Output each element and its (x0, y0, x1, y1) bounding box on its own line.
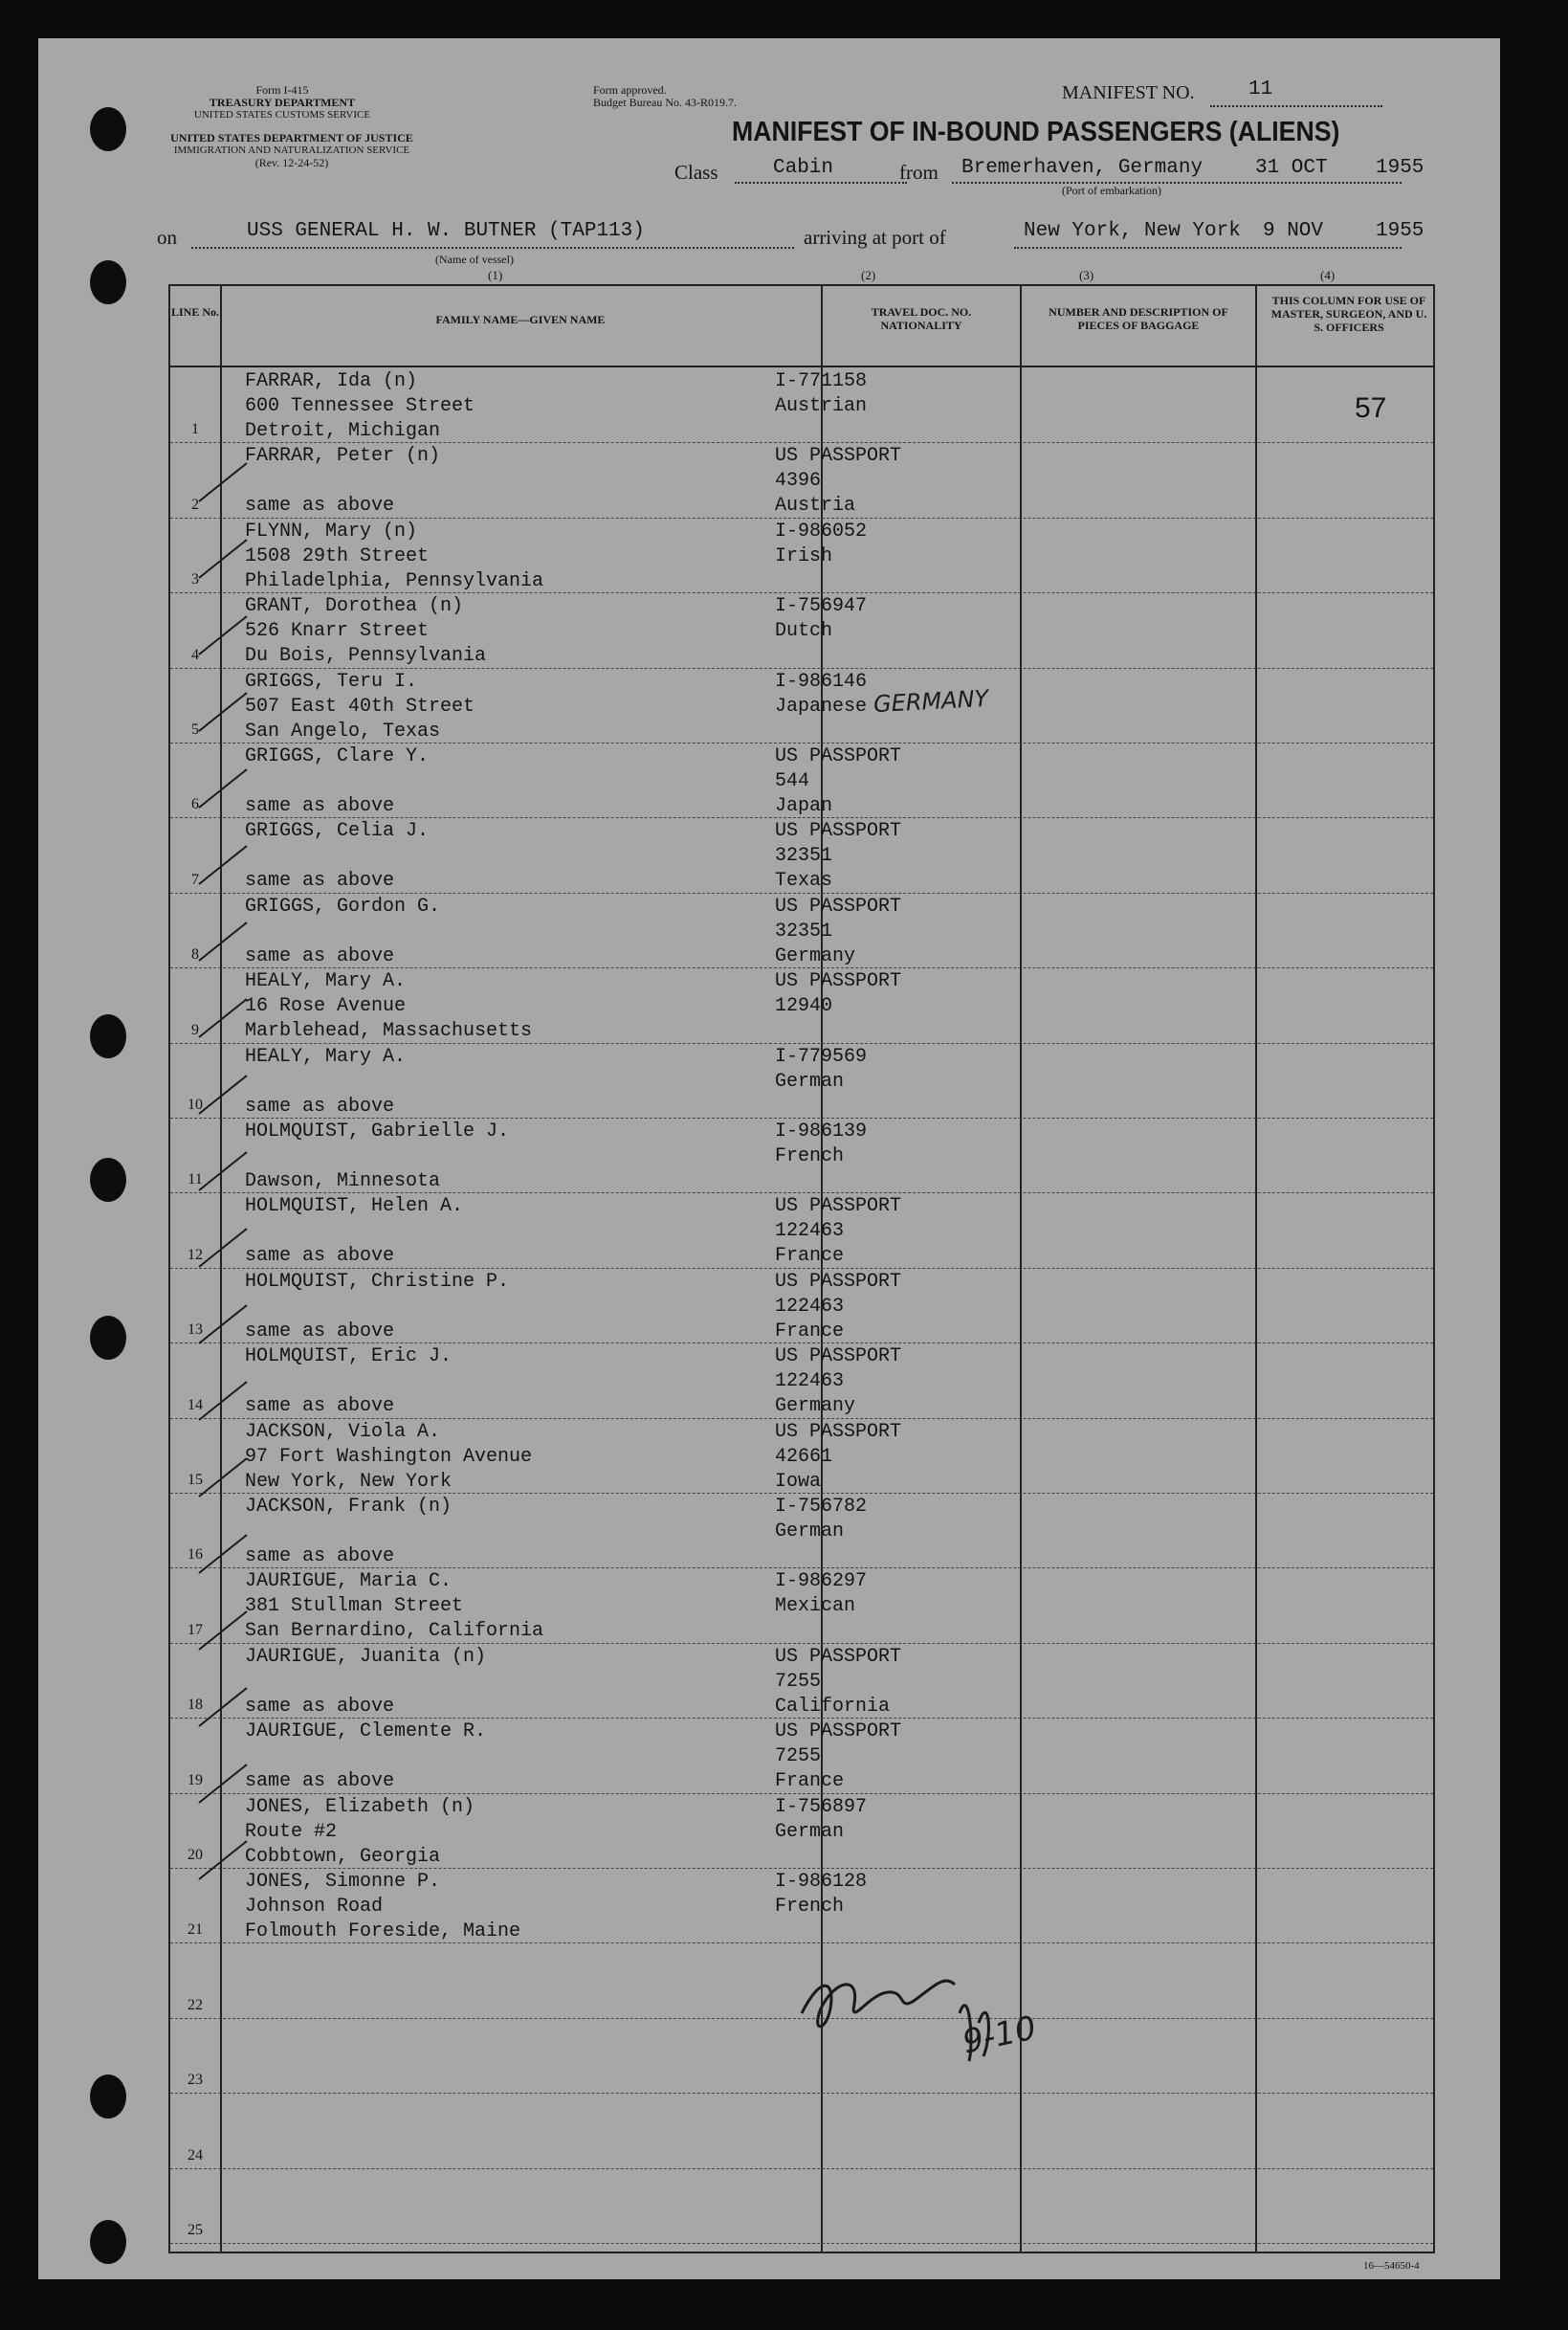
arrival-underline (1014, 247, 1402, 249)
manifest-sheet (38, 38, 1500, 2279)
travel-doc-number: I-986139 (775, 1121, 868, 1143)
passenger-name: JAURIGUE, Clemente R. (245, 1720, 487, 1743)
col-header-line: LINE No. (170, 305, 219, 319)
travel-doc-detail (775, 644, 867, 669)
passenger-name: JACKSON, Frank (n) (245, 1496, 453, 1518)
travel-doc-detail: German (775, 1520, 845, 1542)
passenger-address-line: same as above (245, 495, 395, 518)
customs-service: UNITED STATES CUSTOMS SERVICE (193, 109, 371, 121)
travel-doc-nationality (775, 1045, 867, 1120)
line-number: 24 (188, 2146, 203, 2164)
punch-hole (90, 2220, 126, 2264)
travel-doc-detail (775, 1919, 867, 1944)
travel-doc-number: US PASSPORT (775, 1195, 902, 1218)
checkmark-column (170, 377, 285, 2004)
travel-doc-number: US PASSPORT (775, 445, 902, 468)
approval-line: Form approved. (593, 83, 667, 97)
travel-doc-detail: Japan (775, 795, 833, 817)
vessel-name: USS GENERAL H. W. BUTNER (TAP113) (247, 220, 645, 242)
travel-doc-nationality (775, 819, 901, 894)
travel-doc-detail: 122463 (775, 1370, 845, 1393)
col-header-baggage: NUMBER AND DESCRIPTION OF PIECES OF BAGGAGE (1049, 305, 1228, 332)
passenger-name: JONES, Elizabeth (n) (245, 1795, 475, 1818)
passenger-name: GRIGGS, Gordon G. (245, 895, 441, 918)
travel-doc-nationality (775, 1645, 901, 1720)
travel-doc-detail: 122463 (775, 1220, 845, 1243)
officer-use-entry: 57 (1355, 392, 1387, 424)
passenger-address-line: San Bernardino, California (245, 1620, 544, 1643)
travel-doc-detail (775, 419, 867, 444)
class-underline (735, 182, 907, 184)
passenger-name: GRANT, Dorothea (n) (245, 595, 464, 618)
ins-service: IMMIGRATION AND NATURALIZATION SERVICE (173, 144, 410, 156)
form-revision: (Rev. 12-24-52) (254, 156, 329, 169)
punch-hole (90, 260, 126, 304)
passenger-name: JACKSON, Viola A. (245, 1420, 441, 1443)
travel-doc-number: I-986297 (775, 1570, 868, 1593)
arrival-port: New York, New York (1024, 220, 1241, 242)
arrival-date: 9 NOV (1263, 220, 1324, 242)
travel-doc-nationality (775, 1270, 901, 1344)
line-number: 20 (188, 1846, 203, 1863)
passenger-address-line: 1508 29th Street (245, 544, 430, 567)
table-row (170, 817, 1433, 893)
table-row (170, 743, 1433, 818)
table-row (170, 1343, 1433, 1418)
passenger-name: HEALY, Mary A. (245, 970, 407, 993)
travel-doc-number: US PASSPORT (775, 1420, 902, 1443)
table-row (170, 1043, 1433, 1119)
travel-doc-detail: 7255 (775, 1670, 822, 1693)
punch-hole (90, 1158, 126, 1202)
travel-doc-nationality (775, 520, 867, 594)
table-row (170, 592, 1433, 668)
travel-doc-number: US PASSPORT (775, 1720, 902, 1743)
travel-doc-detail: 32351 (775, 845, 833, 868)
travel-doc-number: US PASSPORT (775, 1345, 902, 1368)
travel-doc-detail: 4396 (775, 470, 822, 493)
handwritten-date-note: 9-10 (959, 2008, 1040, 2062)
passenger-name: JONES, Simonne P. (245, 1871, 441, 1893)
travel-doc-detail: Germany (775, 1395, 856, 1418)
col-number-2: (2) (861, 268, 876, 282)
class-label: Class (674, 161, 718, 184)
line-number: 4 (191, 646, 199, 663)
table-row (170, 668, 1433, 743)
travel-doc-detail: French (775, 1896, 845, 1918)
arrival-year: 1955 (1376, 220, 1424, 242)
passenger-address-line: Du Bois, Pennsylvania (245, 645, 487, 668)
passenger-address-line: 600 Tennessee Street (245, 395, 475, 417)
table-row (170, 1418, 1433, 1494)
travel-doc-detail: French (775, 1145, 845, 1167)
travel-doc-detail (775, 1095, 867, 1120)
travel-doc-number: I-771158 (775, 370, 868, 392)
class-value: Cabin (773, 157, 834, 179)
table-row (170, 1567, 1433, 1643)
passenger-name: GRIGGS, Celia J. (245, 820, 430, 843)
table-row (170, 1268, 1433, 1343)
travel-doc-nationality (775, 369, 867, 444)
passenger-address-line: San Angelo, Texas (245, 720, 441, 743)
travel-doc-detail: 7255 (775, 1745, 822, 1768)
line-number: 12 (188, 1246, 203, 1263)
table-row (170, 518, 1433, 593)
travel-doc-number: I-986052 (775, 520, 868, 543)
passenger-name-address (245, 1420, 532, 1495)
passenger-name: HOLMQUIST, Eric J. (245, 1345, 453, 1368)
travel-doc-nationality (775, 444, 901, 519)
col-number-1: (1) (488, 268, 503, 282)
passenger-address-line: same as above (245, 1395, 395, 1418)
vessel-underline (191, 247, 794, 249)
travel-doc-nationality (775, 1344, 901, 1419)
travel-doc-nationality (775, 1120, 867, 1194)
passenger-name: GRIGGS, Teru I. (245, 670, 418, 693)
table-row (170, 442, 1433, 518)
travel-doc-number: US PASSPORT (775, 970, 902, 993)
manifest-no-value: 11 (1248, 78, 1273, 100)
travel-doc-number: US PASSPORT (775, 820, 902, 843)
line-number: 6 (191, 796, 199, 813)
table-row (170, 2093, 1433, 2168)
travel-doc-detail (775, 1845, 867, 1870)
passenger-address-line: same as above (245, 944, 395, 967)
passenger-name: FLYNN, Mary (n) (245, 520, 418, 543)
travel-doc-detail: Austria (775, 495, 856, 518)
passenger-address-line: Marblehead, Massachusetts (245, 1020, 533, 1043)
travel-doc-number: I-756897 (775, 1795, 868, 1818)
col-number-3: (3) (1079, 268, 1094, 282)
passenger-address-line: Folmouth Foreside, Maine (245, 1920, 521, 1942)
passenger-address-line: same as above (245, 1770, 395, 1793)
line-number: 1 (191, 421, 199, 438)
travel-doc-nationality (775, 1795, 867, 1870)
passenger-address-line: 507 East 40th Street (245, 695, 475, 718)
line-number: 2 (191, 496, 199, 513)
passenger-address-line: New York, New York (245, 1470, 453, 1493)
line-number: 25 (188, 2221, 203, 2238)
travel-doc-detail: California (775, 1695, 891, 1718)
table-row (170, 2168, 1433, 2244)
travel-doc-number: I-986146 (775, 670, 868, 693)
punch-hole (90, 107, 126, 151)
passenger-address-line: same as above (245, 1320, 395, 1343)
passenger-address-line: Detroit, Michigan (245, 420, 441, 442)
departure-date: 31 OCT (1255, 157, 1328, 179)
form-number: Form I-415 (255, 83, 309, 97)
line-number: 7 (191, 871, 199, 888)
col-header-officers: THIS COLUMN FOR USE OF MASTER, SURGEON, AND U. S. OFFICERS (1270, 294, 1427, 334)
line-number: 22 (188, 1996, 203, 2013)
travel-doc-detail: 42661 (775, 1445, 833, 1468)
passenger-address-line: Route #2 (245, 1820, 338, 1843)
col-header-name: FAMILY NAME—GIVEN NAME (435, 313, 606, 326)
passenger-address-line: same as above (245, 870, 395, 893)
passenger-address-line: Johnson Road (245, 1896, 384, 1918)
page-title: MANIFEST OF IN-BOUND PASSENGERS (ALIENS) (732, 117, 1340, 147)
travel-doc-detail: France (775, 1320, 845, 1343)
travel-doc-number: I-986128 (775, 1871, 868, 1893)
from-value: Bremerhaven, Germany (961, 157, 1204, 179)
passenger-name: JAURIGUE, Maria C. (245, 1570, 453, 1593)
manifest-no-underline (1210, 105, 1382, 107)
col-header-travel: TRAVEL DOC. NO. NATIONALITY (871, 305, 972, 332)
table-row (170, 1192, 1433, 1268)
departure-year: 1955 (1376, 157, 1424, 179)
travel-doc-detail: Austrian (775, 395, 868, 417)
embark-caption: (Port of embarkation) (1062, 184, 1161, 197)
travel-doc-number: US PASSPORT (775, 1270, 902, 1293)
table-row (170, 1493, 1433, 1568)
travel-doc-detail (775, 1169, 867, 1194)
travel-doc-detail: 32351 (775, 920, 833, 943)
travel-doc-detail (775, 1544, 867, 1569)
line-number: 5 (191, 721, 199, 738)
arriving-label: arriving at port of (804, 226, 946, 249)
passenger-name: HOLMQUIST, Helen A. (245, 1195, 464, 1218)
travel-doc-nationality (775, 1495, 867, 1569)
col-number-4: (4) (1320, 268, 1336, 282)
passenger-name: GRIGGS, Clare Y. (245, 745, 430, 767)
line-number: 16 (188, 1546, 203, 1564)
passenger-name: FARRAR, Peter (n) (245, 445, 441, 468)
passenger-address-line: same as above (245, 1695, 395, 1718)
travel-doc-nationality (775, 594, 867, 669)
travel-doc-detail: France (775, 1245, 845, 1268)
passenger-address-line: 97 Fort Washington Avenue (245, 1445, 533, 1468)
passenger-address-line: 16 Rose Avenue (245, 995, 407, 1018)
line-number: 11 (188, 1171, 203, 1188)
travel-doc-number: I-779569 (775, 1045, 868, 1068)
travel-doc-nationality (775, 895, 901, 969)
passenger-address-line: Cobbtown, Georgia (245, 1845, 441, 1868)
travel-doc-detail: Texas (775, 870, 833, 893)
line-number: 10 (188, 1096, 203, 1113)
travel-doc-nationality (775, 969, 901, 1044)
travel-doc-detail: German (775, 1070, 845, 1093)
justice-block (153, 132, 431, 169)
travel-doc-nationality (775, 1420, 901, 1495)
passenger-name-address (245, 520, 543, 594)
travel-doc-detail: Irish (775, 544, 833, 567)
passenger-address-line: 526 Knarr Street (245, 620, 430, 643)
punch-hole (90, 1014, 126, 1058)
line-number: 13 (188, 1321, 203, 1339)
travel-doc-nationality (775, 1194, 901, 1269)
travel-doc-detail: German (775, 1820, 845, 1843)
passenger-address-line: 381 Stullman Street (245, 1595, 464, 1618)
passenger-address-line: same as above (245, 795, 395, 817)
travel-doc-detail (775, 1619, 867, 1644)
travel-doc-detail: 544 (775, 770, 810, 792)
on-label: on (157, 226, 177, 249)
justice-dept: UNITED STATES DEPARTMENT OF JUSTICE (170, 131, 413, 144)
punch-hole (90, 1316, 126, 1360)
travel-doc-number: I-756947 (775, 595, 868, 618)
line-number: 23 (188, 2072, 203, 2089)
travel-doc-number: US PASSPORT (775, 895, 902, 918)
travel-doc-nationality (775, 1569, 867, 1644)
line-number: 8 (191, 946, 199, 964)
from-label: from (899, 161, 939, 184)
travel-doc-nationality (775, 1870, 867, 1944)
table-row (170, 1118, 1433, 1193)
line-number: 18 (188, 1697, 203, 1714)
manifest-no-label: MANIFEST NO. (1062, 82, 1195, 103)
passenger-address-line: Philadelphia, Pennsylvania (245, 569, 544, 592)
table-row (170, 1718, 1433, 1793)
form-block (153, 84, 411, 122)
travel-doc-number: US PASSPORT (775, 745, 902, 767)
line-number: 3 (191, 571, 199, 588)
table-row (170, 1793, 1433, 1869)
line-number: 9 (191, 1021, 199, 1038)
passenger-name-address (245, 1870, 520, 1944)
vessel-caption: (Name of vessel) (435, 253, 514, 266)
passenger-name: HEALY, Mary A. (245, 1045, 407, 1068)
table-row (170, 893, 1433, 968)
footer-code: 16—54650-4 (1363, 2260, 1420, 2272)
budget-bureau-line: Budget Bureau No. 43-R019.7. (593, 96, 737, 109)
travel-doc-detail: Mexican (775, 1595, 856, 1618)
table-row (170, 1868, 1433, 1943)
table-row (170, 367, 1433, 443)
passenger-address-line: same as above (245, 1545, 395, 1567)
passenger-name: HOLMQUIST, Christine P. (245, 1270, 510, 1293)
passenger-table (168, 284, 1435, 2253)
line-number: 14 (188, 1396, 203, 1413)
passenger-address-line: same as above (245, 1095, 395, 1118)
travel-doc-detail: 12940 (775, 995, 833, 1018)
travel-doc-detail: France (775, 1770, 845, 1793)
travel-doc-detail: Japanese (775, 695, 868, 718)
handwritten-germany: GERMANY (872, 684, 989, 719)
travel-doc-number: I-756782 (775, 1496, 868, 1518)
passenger-name: FARRAR, Ida (n) (245, 370, 418, 392)
passenger-name-address (245, 969, 532, 1044)
line-number: 15 (188, 1471, 203, 1488)
travel-doc-detail (775, 720, 867, 744)
line-number: 19 (188, 1771, 203, 1788)
travel-doc-nationality (775, 744, 901, 819)
passenger-address-line: Dawson, Minnesota (245, 1170, 441, 1192)
travel-doc-nationality (775, 1720, 901, 1794)
travel-doc-detail: Germany (775, 944, 856, 967)
travel-doc-detail (775, 569, 867, 594)
passenger-name: HOLMQUIST, Gabrielle J. (245, 1121, 510, 1143)
passenger-address-line: same as above (245, 1245, 395, 1268)
punch-hole (90, 2075, 126, 2119)
travel-doc-number: US PASSPORT (775, 1645, 902, 1668)
travel-doc-detail: 122463 (775, 1295, 845, 1318)
line-number: 17 (188, 1621, 203, 1638)
passenger-name: JAURIGUE, Juanita (n) (245, 1645, 487, 1668)
handwritten-signature (792, 1956, 1022, 2071)
from-underline (952, 182, 1402, 184)
department: TREASURY DEPARTMENT (209, 96, 356, 109)
travel-doc-detail: Dutch (775, 620, 833, 643)
table-row (170, 1643, 1433, 1719)
travel-doc-nationality (775, 670, 867, 744)
table-row (170, 967, 1433, 1043)
approval-block (593, 84, 737, 109)
line-number: 21 (188, 1921, 203, 1939)
travel-doc-detail: Iowa (775, 1470, 822, 1493)
travel-doc-detail (775, 1019, 901, 1044)
passenger-name-address (245, 1569, 543, 1644)
